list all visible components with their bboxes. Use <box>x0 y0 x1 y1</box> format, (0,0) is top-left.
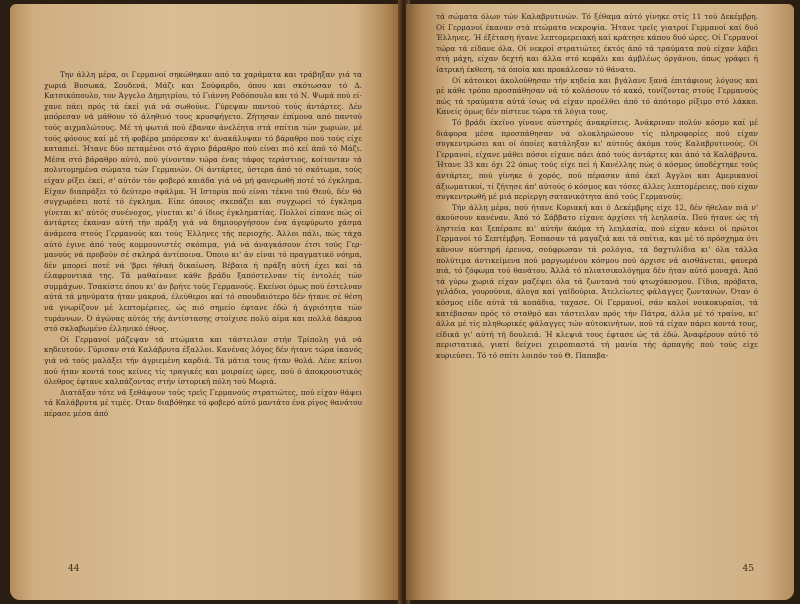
paragraph: τά σώματα όλων τών Καλαβρυτινών. Τό ξέθαμα αύτό γίνηκε στίς 11 τού Δεκέμβρη. Οί Γερμανοί έκαναν στά πτώματα νεκροψία. Ήτανε τρεϊς γιατροί Γερμανοί καί δυό Έλληνες. Ή έξέταση ήτανε λεπτομερειακή καί κράτησε κάπου δυό ώρες. Οί Γερμανοί τώρα τά είδανε όλα. Οί νεκροί στρατιώτες έκτός άπό τά τραύματα πού είχαν λάβει στή μάχη, είχαν δεχτή και άλλα στό κεφάλι και άμβλέως όργάνου, όπως γράφει ή ίατρική έκθεση, τά όποία και προκάλεσαν τό θάνατο. <box>436 12 758 74</box>
paragraph: Οί Γερμανοί μάζεψαν τά πτώματα και τάστειλαν στήν Τρίπολη γιά νά κηδευτούν. Γύρισαν στά Καλάβρυτα έξαλλοι. Κανένας λόγος δέν ήτανε τώρα ίκανός γιά νά τούς μαλάξει τήν άγριεμένη καρδιά. Τά μάτια τους ήταν θολά. Λένε κείνοι πού ήταν κοντά τους κείνες τίς τραγικές και μοιραίες ώρες, πού ό άποκρουστικός όλεθρος έφτανε καλπάζοντας στήν ίστορική πόλη τού Μωριά. <box>44 334 362 387</box>
page-number: 44 <box>68 564 80 574</box>
left-page-text <box>44 70 362 420</box>
right-page <box>406 4 794 600</box>
paragraph: Την άλλη μέρα, οι Γερμανοί σηκώθηκαν από τα χαράματα και τράβηξαν γιά τα χωριά Βυσωκά, Σουδενά, Μάζι και Σούφαρδο, όπου και σκότωσαν τό Δ. Κατσικόπουλο, τον Άγγελο Δημητρίου, τό Γιάννη Ροδόπουλο και τό Ν. Ψωμά πού είχανε πάει πρός τά έκεί γιά νά σωθούνε. Γύρεψαν παντού τούς άντάρτες. Δέν μπόρεσαν νά μάθουν τό άληθινό τους κρυσφήγετο. Ζήτησαν έπίμονα από παντού τούς αιχμαλώτους. Μέ τή φωτιά πού έβαναν άνελέητα στά σπίτια τών χωριών, μέ τούς φόνους καί μέ τή φοβέρα μπόρεσαν κι' άνακάλυψαν τό βάραθρο πού τούς είχε καταπιεί. Ήτανε δύο πεταμένοι στό άγριο βάραθρο πού είναι πιό κεί άπό τό Μάζι. Μέσα στό βάραθρο αύτό, πού γίνονταν τώρα ένας τάφος τεράστιος, κοίτονταν τά πολυτομημένα σώματα τών Γερμανών. Οί άντάρτες, ύστερα άπό τό σκότωμα, τούς είχαν ρίξει έκεί, σ' αύτόν τόν φοβερό καιάδα γιά νά μή φανερωθή ποτέ τό έγκλημα. Είχαν διαπράξει τό δεύτερο σφάλμα. Ή Ιστορία πού είναι τέκνο τού Θεού, δέν θά συγχωρέσει ποτέ τό έγκλημα. Είπε όποιος σκεπάζει και συγχωρεί τό έγκλημα γίνεται κι' αύτός συνένοχος, γίνεται κι' ό ίδιος έγκληματίας. Πολλοί είπανε πώς οί άντάρτες έκαναν αύτή τήν πράξη γιά νά δημιουργήσουν ένα άγεφύρωτο χάσμα άνάμεσα στούς Γερμανούς και τούς Έλληνες τής περιοχής. Άλλοι πάλι, πώς τάχα αύτό έγινε άπό τούς κομμουνιστές σκόπιμα, γιά νά άναγκάσουν έτσι τούς Γερμανούς νά προβούν σέ σκληρά άντίποινα. Όποιο κι' άν είναι τό πραγματικό νόημα, δέν μπορεί ποτέ νά 'βρει ήθική δικαίωση. Βέβαια ή πράξη αύτή έχει καί τά έλαφρυντικά της. Τά μαθαίνανε κάθε βράδυ ξαπόστελναν τίς έντολές τών συμμάχων. Τσακίστε όπου κι' άν βρήτε τούς Γερμανούς. Εκείνοι όμως πού έστελναν αύτά τά μηνύματα ήταν μακρυά, έλεύθεροι καί τό σπουδαιότερο δέν ήτανε σέ θέση νά γνωρίζουν μέ λεπτομέρειες, ώς πιό σημείο έφτανε έδώ ή άγριότητα τών τυράννων. Ό άγώνας αύτός τής άντίστασης στοίχισε πολύ αίμα και πολλά δάκρυα στό σκλαβωμένο έλληνικό έθνος. <box>44 70 362 334</box>
left-page <box>10 4 402 600</box>
right-page-text <box>436 12 758 362</box>
paragraph: Τό βράδι έκεϊνο γίνανε αύστηρές άνακρίσεις. Άνάκριναν πολύν κόσμο καί μέ διάφορα μέσα προσπάθησαν νά ολοκληρώσουν τίς πληροφορίες πού είχαν συγκεντρώσει και οί όποίες κατάληξαν κι' αύτούς άκόμα τούς Καλαβρυτινούς. Οί Γερμανοί, είχανε μάθει πόσοι είχανε πάει άπό τούς άντάρτες και άπό τά Καλάβρυτα. Ήτανε 33 και όχι 22 όπως τούς είχε πεί ή Κανέλλης πώς ό κόσμος ύποδέχτηκε τούς άντάρτες, πού γίνηκε ό χορός, πού πέρασαν άπό έκεϊ Άγγλοι και Αμερικανοί άξιωματικοί, τί ζήτησε άπ' αύτούς ό κόσμος και τόσες άλλες λεπτομέρειες, πού είχαν συγκεντρωθή μέ μιά περίεργη σατανικότητα άπό τούς Γερμανούς. <box>436 117 758 202</box>
paragraph: Τήν άλλη μέρα, πού ήτανε Κυριακή και ό Δεκέμβρης είχε 12, δέν ήθελαν πιά ν' άκούσουν κανέναν. Άπό τό Σάββατο είχανε άρχίσει τή λεηλασία. Πού ήτανε ώς τή ληστεία και ξεπέρασε κι' αύτήν άκόμα τή λεηλασία, πού είχαν κάνει οί πρώτοι Γερμανοί τό Σεπτέμβρη. Έσπασαν τά μαγαζιά και τά σπίτια, και μέ τό πρόσχημα ότι κάνουν αύστηρή έρευνα, σούφρωσαν τά ρολόγια, τά δαχτυλίδια κι' όλα τάλλα πολύτιμα άντικείμενα πού μαργωμένου κόσμου πού άρχισε νά αισθάνεται, φανερά πιά, τό ζόφωμα τού θανάτου. Άλλά τό πλιατσικολόγημα δέν ήταν αύτό μοναχά. Άπό τά γύρω χωριά είχαν μαζέψει όλα τά ζωντανά τού φτωχόκοσμου. Γίδια, πρόβατα, γελάδια, γουρούνια, άλογα καί γαϊδούρια. Άτελείωτες φάλαγγες ζωντανών. Όταν ό κόσμος είδε αύτά τά κοπάδια, ταχασε. Οί Γερμανοί, σάν καλοί νοικοκυραίοι, τά κατέβασαν πρός τό σταθμό και τάστειλαν πρός τήν Πάτρα, άλλα μέ τό τραίνο, κι' άλλα μέ τίς πληθωρικές φάλαγγες τών αύτοκινήτων, πού τά είχαν πάρει κοντά τους, είδικά γι' αύτή τή δουλειά. Ή κλεψιά τους έφτασε ώς τά έδώ. Άναφέρουν αύτό τό περιστατικό, γιατί δείχνει χειροπιαστά τή μανία τής άρπαγής πού τούς είχε κυριεύσει. Τό τό σπίτι λοιπόν τού Θ. Παπαβα- <box>436 202 758 360</box>
paragraph: Οί κάτοικοι άκολούθησαν τήν κηδεία και βγάλανε ξανά έπιτάφιους λόγους και μέ κάθε τρόπο προσπάθησαν νά τό κολάσουν τό κακό, τονίζοντας στούς Γερμανούς πώς τά τραύματα αύτά ίσως νά είχαν προέλθει άπό τό άπότομο ρίξιμο στό λάκκο. Κανείς όμως δέν πίστευε τώρα τά λόγια τους. <box>436 75 758 117</box>
paragraph: Διατάξαν τότε νά ξεθάψουν τούς τρεϊς Γερμανούς στρατιώτες, πού είχαν θάψει τά Καλάβρυτα μέ τιμές. Όταν διαβόθηκε τό φοβερό αύτό μαντάτο ένα ρίγος θανάτου πέρασε μέσα άπό <box>44 387 362 418</box>
page-number: 45 <box>742 564 754 574</box>
